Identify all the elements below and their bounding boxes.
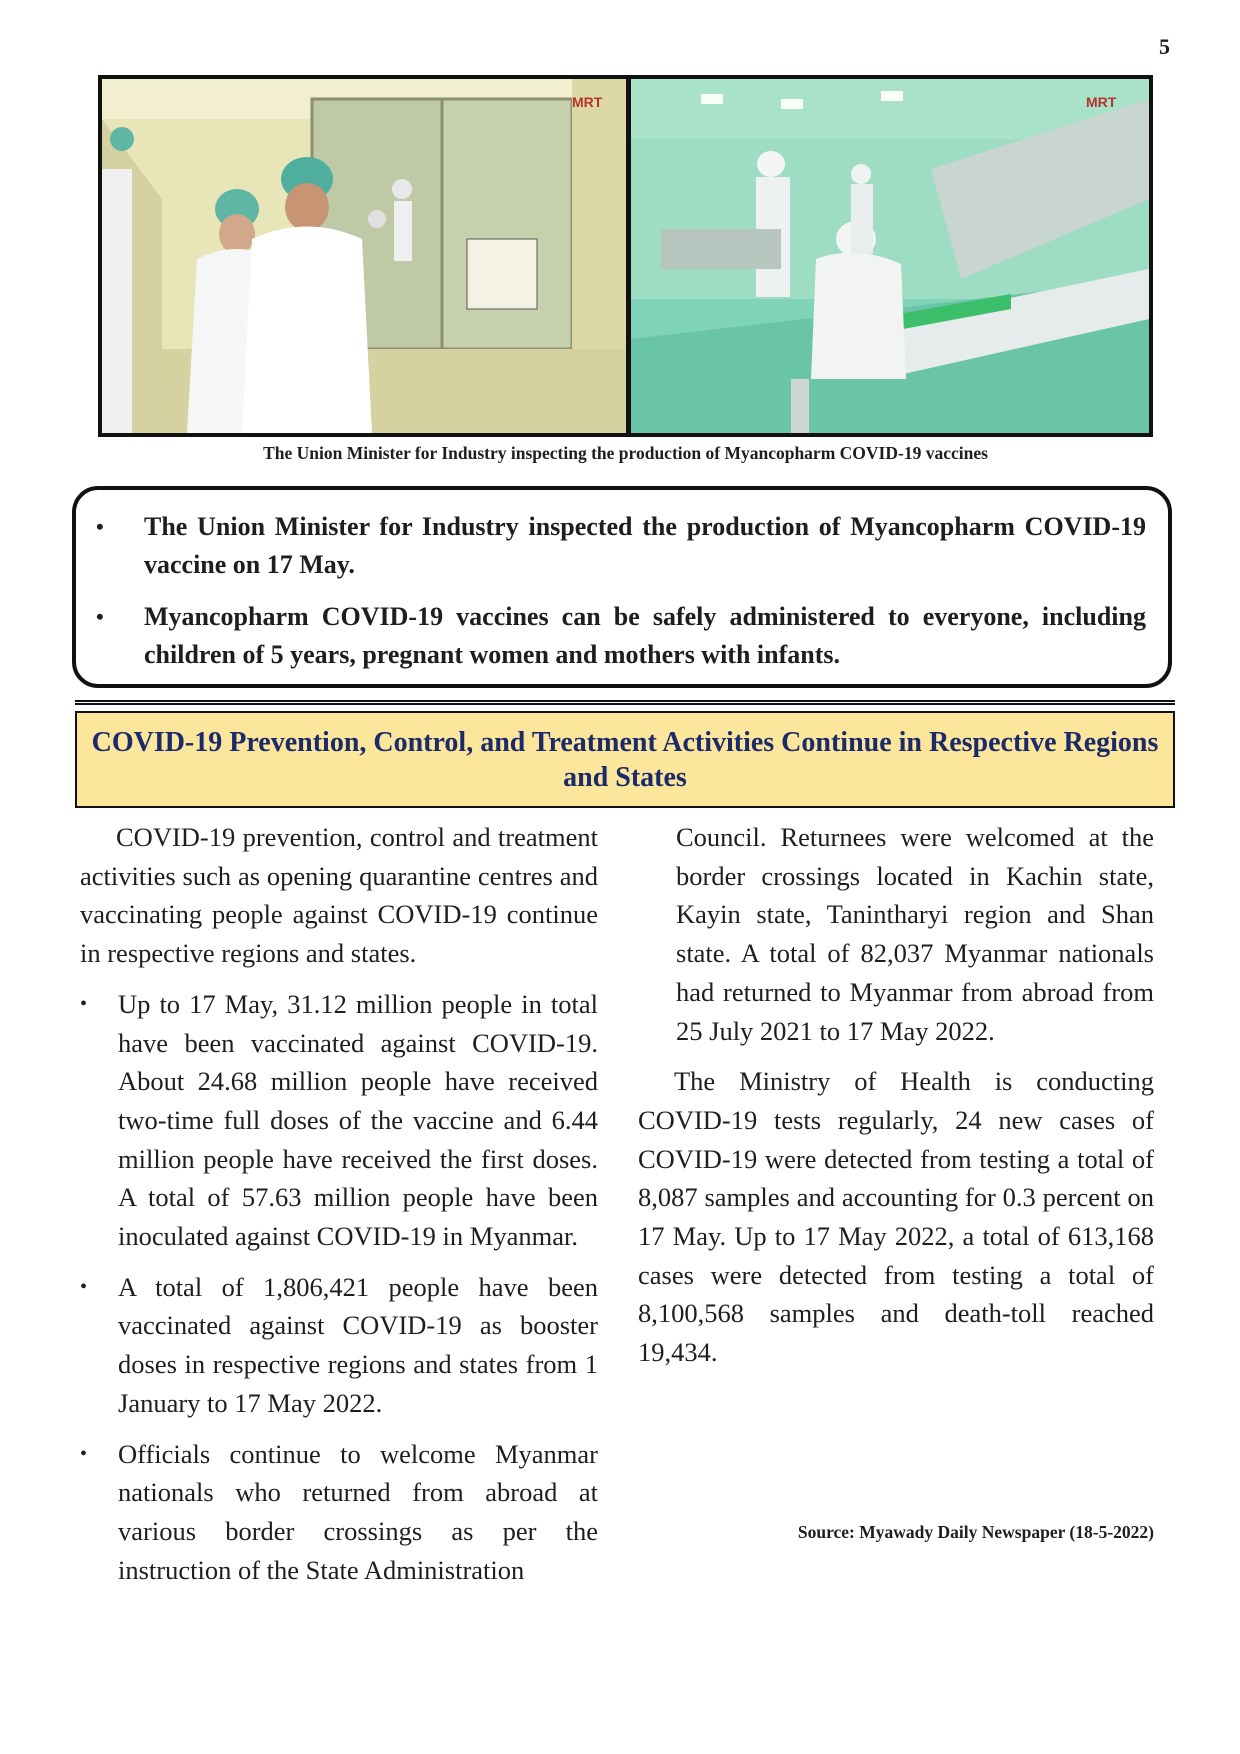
svg-text:MRT: MRT [1086, 94, 1117, 110]
highlight-item [88, 508, 1146, 584]
article-bullet-text: Up to 17 May, 31.12 million people in total have been vaccinated against COVID-19. About 24.68 million people have received two-time full doses of the vaccine and 6.44 million people have received the first doses. A total of 57.63 million people have been inoculated against COVID-19 in Myanmar. [118, 988, 598, 1252]
photo-minister-inspection [102, 79, 631, 433]
highlights-list [88, 508, 1146, 674]
photo-figure [98, 75, 1153, 437]
article-column-left [80, 818, 598, 1601]
page-number: 5 [1159, 34, 1170, 59]
article-closing: The Ministry of Health is conducting COVID-19 tests regularly, 24 new cases of COVID-19 were detected from testing a total of 8,087 samples and accounting for 0.3 percent on 17 May. Up to 17 May 2022, a total of 613,168 cases were detected from testing a total of 8,100,568 samples and death-toll reached 19,434. [638, 1066, 1154, 1368]
article-bullet [80, 1435, 598, 1590]
article-bullet-text: Officials continue to welcome Myanmar nationals who returned from abroad at various border crossings as per the instruction of the State Administration [118, 1438, 598, 1585]
production-photo-illustration [631, 79, 1149, 433]
photo-production-floor [631, 79, 1149, 433]
svg-text:MRT: MRT [572, 94, 603, 110]
bullet-icon: • [80, 992, 88, 1015]
article-bullet [80, 985, 598, 1256]
bullet-icon: • [80, 1275, 88, 1298]
figure-caption: The Union Minister for Industry inspecting the production of Myancopharm COVID-19 vaccines [263, 443, 988, 463]
highlight-text: Myancopharm COVID-19 vaccines can be safely administered to everyone, including children of 5 years, pregnant women and mothers with infants. [144, 602, 1146, 669]
article-intro: COVID-19 prevention, control and treatment activities such as opening quarantine centres and vaccinating people against COVID-19 continue in respective regions and states. [80, 822, 598, 969]
source-credit: Source: Myawady Daily Newspaper (18-5-2022) [797, 1522, 1154, 1542]
article-bullet-text: A total of 1,806,421 people have been vaccinated against COVID-19 as booster doses in respective regions and states from 1 January to 17 May 2022. [118, 1271, 598, 1418]
highlights-box [72, 486, 1172, 688]
article-column-right [638, 818, 1154, 1384]
highlight-text: The Union Minister for Industry inspected the production of Myancopharm COVID-19 vaccine on 17 May. [144, 512, 1146, 579]
minister-photo-illustration [102, 79, 626, 433]
bullet-icon: • [96, 604, 104, 629]
section-header [75, 700, 1175, 808]
bullet-icon: • [96, 514, 104, 539]
article-bullet-continued: Council. Returnees were welcomed at the border crossings located in Kachin state, Kayin state, Tanintharyi region and Shan state. A total of 82,037 Myanmar nationals had returned to Myanmar from abroad from 25 July 2021 to 17 May 2022. [676, 822, 1154, 1046]
section-header-banner [75, 711, 1175, 808]
highlight-item [88, 598, 1146, 674]
section-title: COVID-19 Prevention, Control, and Treatment Activities Continue in Respective Regions and States [91, 726, 1159, 793]
article-bullets [80, 985, 598, 1590]
bullet-icon: • [80, 1442, 88, 1465]
article-bullet [80, 1268, 598, 1423]
